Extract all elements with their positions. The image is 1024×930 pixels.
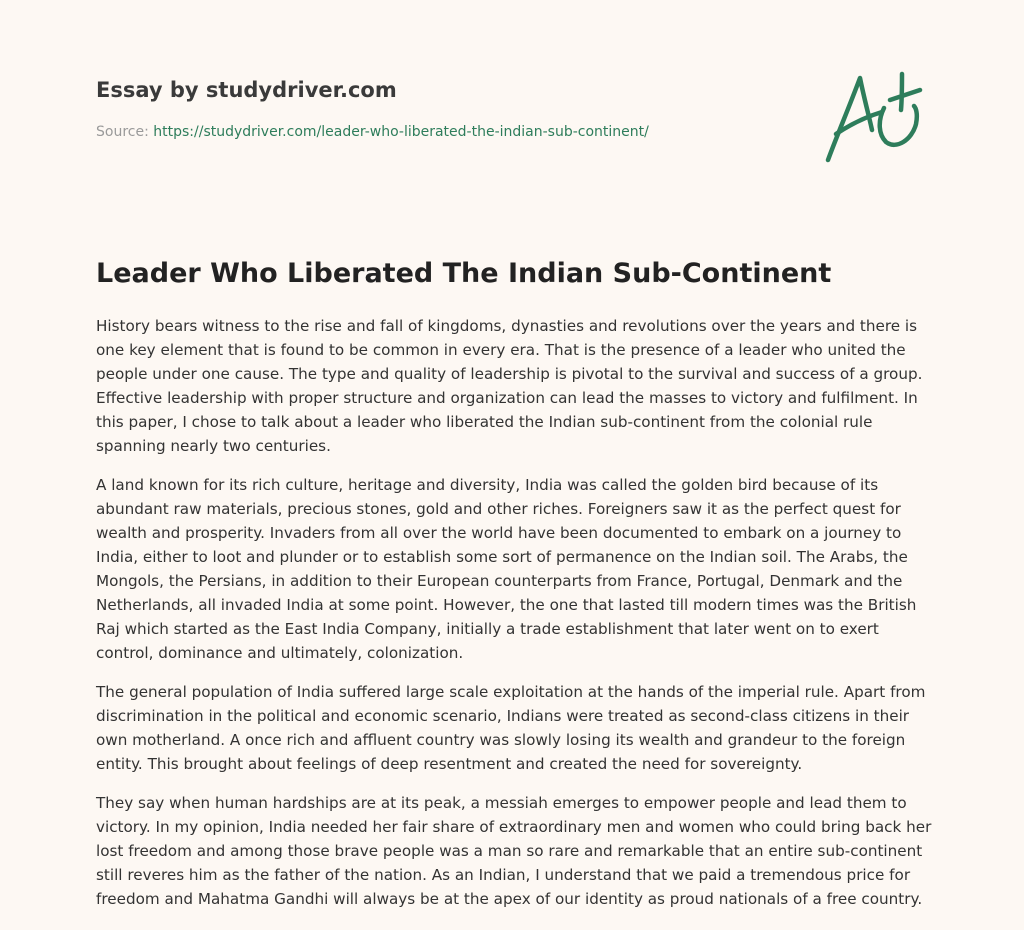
essay-paragraph-1: History bears witness to the rise and fall of kingdoms, dynasties and revolutions over the years and there is one key element that is found to be common in every era. That is the presence of a leader who united the people under one cause. The type and quality of leadership is pivotal to the survival and success of a group. Effective leadership with proper structure and organization can lead the masses to victory and fulfilment. In this paper, I chose to talk about a leader who liberated the Indian sub-continent from the colonial rule spanning nearly two centuries.: [96, 317, 923, 455]
essay-paragraph-2: A land known for its rich culture, heritage and diversity, India was called the golden bird because of its abundant raw materials, precious stones, gold and other riches. Foreigners saw it as the perfect quest for wealth and prosperity. Invaders from all over the world have been documented to embark on a journey to India, either to loot and plunder or to establish some sort of permanence on the Indian soil. The Arabs, the Mongols, the Persians, in addition to their European counterparts from France, Portugal, Denmark and the Netherlands, all invaded India at some point. However, the one that lasted till modern times was the British Raj which started as the East India Company, initially a trade establishment that later went on to exert control, dominance and ultimately, colonization.: [96, 476, 917, 662]
page-header: [96, 74, 796, 142]
source-label: Source:: [96, 124, 149, 140]
a-plus-grade-icon: [822, 68, 928, 166]
source-line: [96, 122, 796, 142]
site-title: Essay by studydriver.com: [96, 78, 397, 102]
essay-paragraph-3: The general population of India suffered large scale exploitation at the hands of the imperial rule. Apart from discrimination in the political and economic scenario, Indians were treated as second-class citizens in their own motherland. A once rich and affluent country was slowly losing its wealth and grandeur to the foreign entity. This brought about feelings of deep resentment and created the need for sovereignty.: [96, 683, 926, 773]
source-link[interactable]: https://studydriver.com/leader-who-liberated-the-indian-sub-continent/: [153, 124, 649, 140]
essay-body: [96, 314, 934, 926]
essay-paragraph-4: They say when human hardships are at its peak, a messiah emerges to empower people and lead them to victory. In my opinion, India needed her fair share of extraordinary men and women who could bring back her lost freedom and among those brave people was a man so rare and remarkable that an entire sub-continent still reveres him as the father of the nation. As an Indian, I understand that we paid a tremendous price for freedom and Mahatma Gandhi will always be at the apex of our identity as proud nationals of a free country.: [96, 794, 932, 908]
essay-title: Leader Who Liberated The Indian Sub-Continent: [96, 258, 832, 289]
